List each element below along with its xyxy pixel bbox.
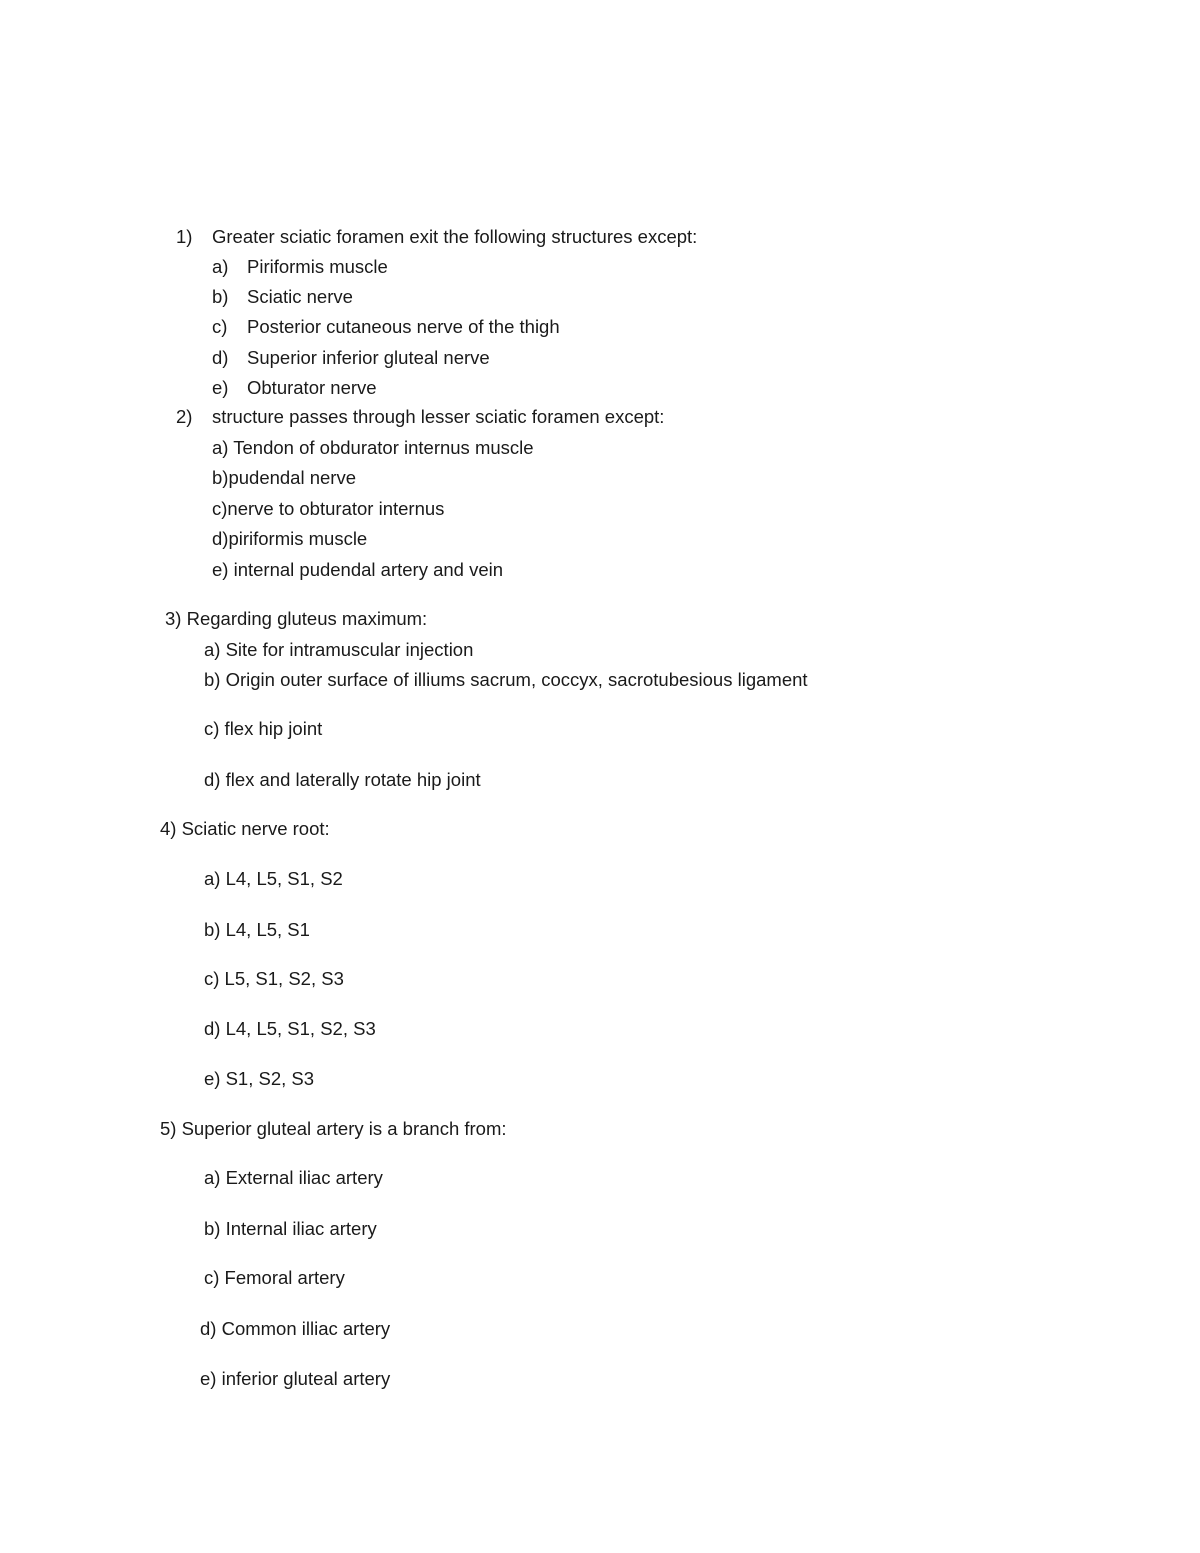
option-text: b) Origin outer surface of illiums sacrum, coccyx, sacrotubesious ligament <box>204 669 808 690</box>
option-text: d) L4, L5, S1, S2, S3 <box>204 1018 376 1039</box>
option-text: a) Site for intramuscular injection <box>204 639 474 660</box>
option-text: e) inferior gluteal artery <box>200 1368 391 1389</box>
option-text: e) S1, S2, S3 <box>204 1068 315 1089</box>
option-text: d)piriformis muscle <box>212 528 368 549</box>
option-label: d) <box>212 347 229 368</box>
option-text: Piriformis muscle <box>247 256 388 277</box>
option-text: c) Femoral artery <box>204 1267 345 1288</box>
option-text: c)nerve to obturator internus <box>212 498 445 519</box>
question-number: 1) <box>176 226 193 247</box>
option-text: e) internal pudendal artery and vein <box>212 559 504 580</box>
option-label: b) <box>212 286 229 307</box>
question-stem: Greater sciatic foramen exit the following structures except: <box>212 226 698 247</box>
question-stem: 3) Regarding gluteus maximum: <box>165 608 428 629</box>
option-text: d) Common illiac artery <box>200 1318 391 1339</box>
option-label: e) <box>212 377 229 398</box>
option-text: c) flex hip joint <box>204 718 323 739</box>
option-text: b)pudendal nerve <box>212 467 356 488</box>
option-text: Superior inferior gluteal nerve <box>247 347 490 368</box>
option-label: a) <box>212 256 229 277</box>
option-text: c) L5, S1, S2, S3 <box>204 968 344 989</box>
question-stem: 5) Superior gluteal artery is a branch from: <box>160 1118 507 1139</box>
option-label: c) <box>212 316 228 337</box>
option-text: b) Internal iliac artery <box>204 1218 377 1239</box>
option-text: a) L4, L5, S1, S2 <box>204 868 343 889</box>
question-stem: structure passes through lesser sciatic foramen except: <box>212 406 665 427</box>
option-text: Obturator nerve <box>247 377 377 398</box>
option-text: Posterior cutaneous nerve of the thigh <box>247 316 560 337</box>
option-text: b) L4, L5, S1 <box>204 919 310 940</box>
option-text: Sciatic nerve <box>247 286 353 307</box>
question-number: 2) <box>176 406 193 427</box>
option-text: d) flex and laterally rotate hip joint <box>204 769 481 790</box>
option-text: a) Tendon of obdurator internus muscle <box>212 437 534 458</box>
option-text: a) External iliac artery <box>204 1167 383 1188</box>
question-stem: 4) Sciatic nerve root: <box>160 818 330 839</box>
